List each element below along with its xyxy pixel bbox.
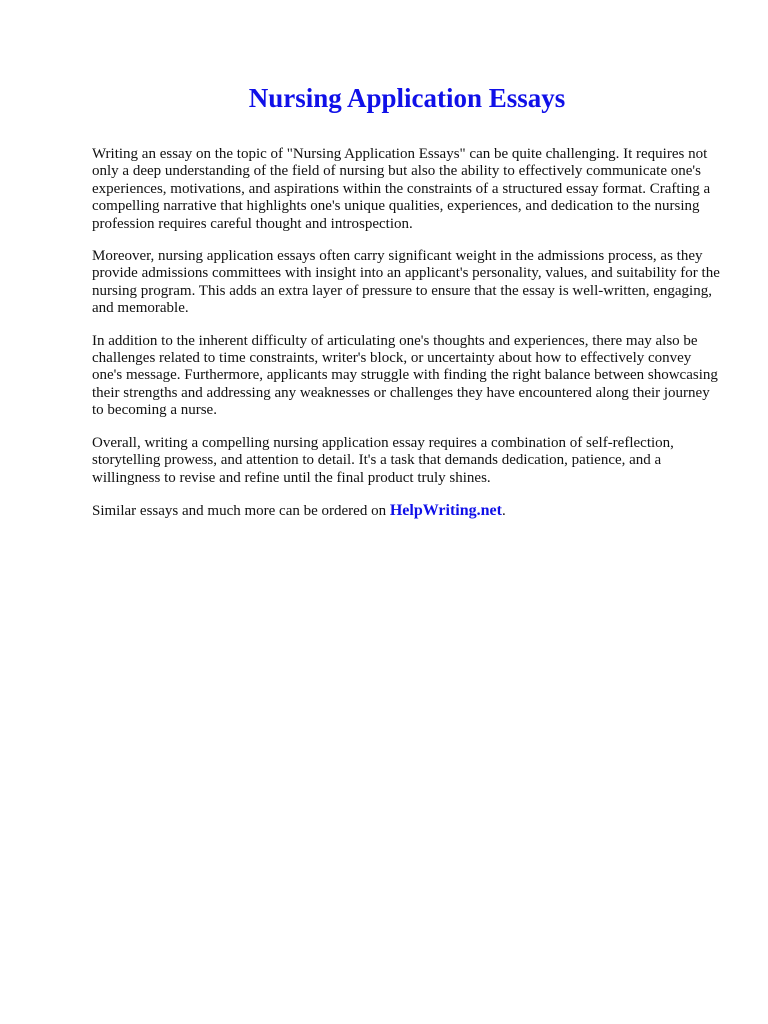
paragraph-4: Overall, writing a compelling nursing application essay requires a combination of self-reflection, storytelling prowess, and attention to detail. It's a task that demands dedication, patience, and a willingness to revise and refine until the final product truly shines. bbox=[92, 434, 674, 486]
paragraph-2: Moreover, nursing application essays often carry significant weight in the admissions process, as they provide admissions committees with insight into an applicant's personality, values, and suitability for the nursing program. This adds an extra layer of pressure to ensure that the essay is well-written, engaging, and memorable. bbox=[92, 248, 720, 317]
footer-prefix: Similar essays and much more can be ordered on bbox=[92, 502, 390, 519]
paragraph-1: Writing an essay on the topic of "Nursing Application Essays" can be quite challenging. It requires not only a deep understanding of the field of nursing but also the ability to effectively communicate one's experiences, motivations, and aspirations within the constraints of a structured essay format. Crafting a compelling narrative that highlights one's unique qualities, experiences, and dedication to the nursing profession requires careful thought and introspection. bbox=[92, 146, 711, 232]
helpwriting-link[interactable]: HelpWriting.net bbox=[389, 501, 502, 519]
document-body bbox=[92, 146, 722, 535]
footer-suffix: . bbox=[501, 502, 506, 519]
paragraph-3: In addition to the inherent difficulty of articulating one's thoughts and experiences, there may also be challenges related to time constraints, writer's block, or uncertainty about how to effectively convey one's message. Furthermore, applicants may struggle with finding the right balance between showcasing their strengths and addressing any weaknesses or challenges they have encountered along their journey to becoming a nurse. bbox=[92, 332, 718, 419]
footer-line bbox=[92, 502, 722, 520]
document-title: Nursing Application Essays bbox=[248, 83, 566, 113]
